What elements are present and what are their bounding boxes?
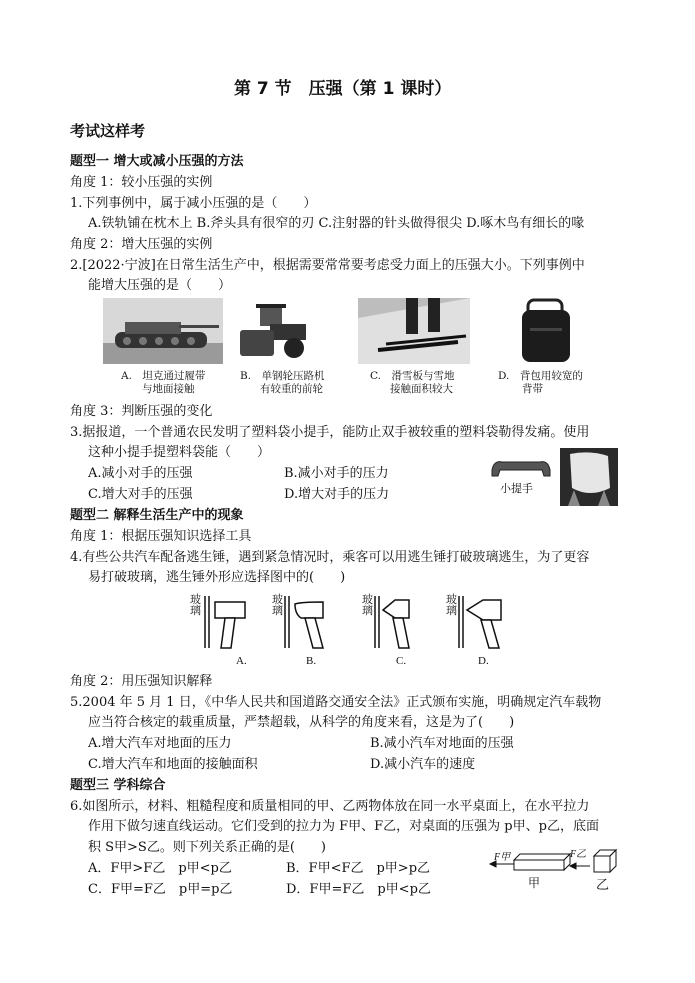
q4-stem-line2: 易打破玻璃，逃生锤外形应选择图中的( ) <box>88 570 346 585</box>
q5-option-d: D.减小汽车的速度 <box>370 757 476 772</box>
q2-caption-d: D. 背包用较宽的 背带 <box>498 370 583 395</box>
q3-option-b: B.减小对手的压力 <box>284 466 389 481</box>
q4-stem-line1: 4.有些公共汽车配备逃生锤，遇到紧急情况时，乘客可以用逃生锤打破玻璃逃生，为了更容 <box>70 550 590 565</box>
q5-stem-line1: 5.2004 年 5 月 1 日，《中华人民共和国道路交通安全法》正式颁布实施，明确规定汽车载物 <box>70 695 602 710</box>
q6-option-a: A．F甲>F乙 p甲<p乙 <box>88 861 232 876</box>
q6-option-c: C．F甲=F乙 p甲=p乙 <box>88 882 233 897</box>
glass-label-c: 玻璃 <box>362 594 373 617</box>
angle-heading-4: 角度 1：根据压强知识选择工具 <box>70 529 252 544</box>
hammer-label-a: A. <box>236 655 247 667</box>
q3-option-a: A.减小对手的压强 <box>88 466 193 481</box>
q5-stem-line2: 应当符合核定的载重质量，严禁超载，从科学的角度来看，这是为了( ) <box>88 715 515 730</box>
ski-image <box>358 298 470 364</box>
hammer-label-c: C. <box>396 655 407 667</box>
force-jia-label: F甲 <box>494 852 511 863</box>
q5-option-c: C.增大汽车和地面的接触面积 <box>88 757 258 772</box>
angle-heading-2: 角度 2：增大压强的实例 <box>70 237 213 252</box>
block-jia-label: 甲 <box>528 876 541 890</box>
hammer-label-b: B. <box>306 655 317 667</box>
page-title: 第 7 节 压强（第 1 课时） <box>234 79 452 99</box>
handle-label: 小提手 <box>500 483 533 495</box>
block-yi-label: 乙 <box>596 877 610 892</box>
glass-label-d: 玻璃 <box>446 594 457 617</box>
q1-options: A.铁轨铺在枕木上 B.斧头具有很窄的刃 C.注射器的针头做得很尖 D.啄木鸟有细长的喙 <box>88 216 585 231</box>
q2-caption-c: C. 滑雪板与雪地 接触面积较大 <box>370 370 455 395</box>
q6-stem-line2: 作用下做匀速直线运动。它们受到的拉力为 F甲、F乙，对桌面的压强为 p甲、p乙，底面 <box>88 819 599 834</box>
q2-stem-line2: 能增大压强的是（ ） <box>88 278 232 293</box>
road-roller-image <box>236 298 312 364</box>
type-heading-1: 题型一 增大或减小压强的方法 <box>70 154 244 169</box>
q2-stem-line1: 2.[2022·宁波]在日常生活生产中，根据需要常常要考虑受力面上的压强大小。下列事例中 <box>70 258 585 273</box>
q6-option-d: D．F甲=F乙 p甲<p乙 <box>286 882 431 897</box>
q3-stem-line2: 这种小提手提塑料袋能（ ） <box>88 445 271 460</box>
q2-caption-b: B. 单钢轮压路机 有较重的前轮 <box>240 370 325 395</box>
section-heading: 考试这样考 <box>70 122 146 140</box>
hammer-label-d: D. <box>478 655 489 667</box>
q5-option-a: A.增大汽车对地面的压力 <box>88 736 232 751</box>
glass-label-b: 玻璃 <box>272 594 283 617</box>
backpack-image <box>516 298 576 364</box>
q2-caption-a: A. 坦克通过履带 与地面接触 <box>121 370 206 395</box>
type-heading-3: 题型三 学科综合 <box>70 778 166 793</box>
angle-heading-1: 角度 1：较小压强的实例 <box>70 175 213 190</box>
q1-stem: 1.下列事例中，属于减小压强的是（ ） <box>70 196 317 211</box>
force-yi-label: F乙 <box>570 849 587 860</box>
q3-option-c: C.增大对手的压强 <box>88 487 193 502</box>
angle-heading-3: 角度 3：判断压强的变化 <box>70 404 213 419</box>
q6-stem-line3: 积 S甲>S乙。则下列关系正确的是( ) <box>88 840 326 855</box>
q3-stem-line1: 3.据报道，一个普通农民发明了塑料袋小提手，能防止双手被较重的塑料袋勒得发痛。使用 <box>70 425 590 440</box>
q3-option-d: D.增大对手的压力 <box>284 487 390 502</box>
q5-option-b: B.减小汽车对地面的压强 <box>370 736 514 751</box>
angle-heading-5: 角度 2：用压强知识解释 <box>70 674 213 689</box>
tank-image <box>103 298 223 364</box>
hand-image <box>560 448 618 506</box>
type-heading-2: 题型二 解释生活生产中的现象 <box>70 508 244 523</box>
q6-option-b: B．F甲<F乙 p甲>p乙 <box>286 861 431 876</box>
q6-stem-line1: 6.如图所示，材料、粗糙程度和质量相同的甲、乙两物体放在同一水平桌面上，在水平拉力 <box>70 799 590 814</box>
glass-label-a: 玻璃 <box>190 594 201 617</box>
